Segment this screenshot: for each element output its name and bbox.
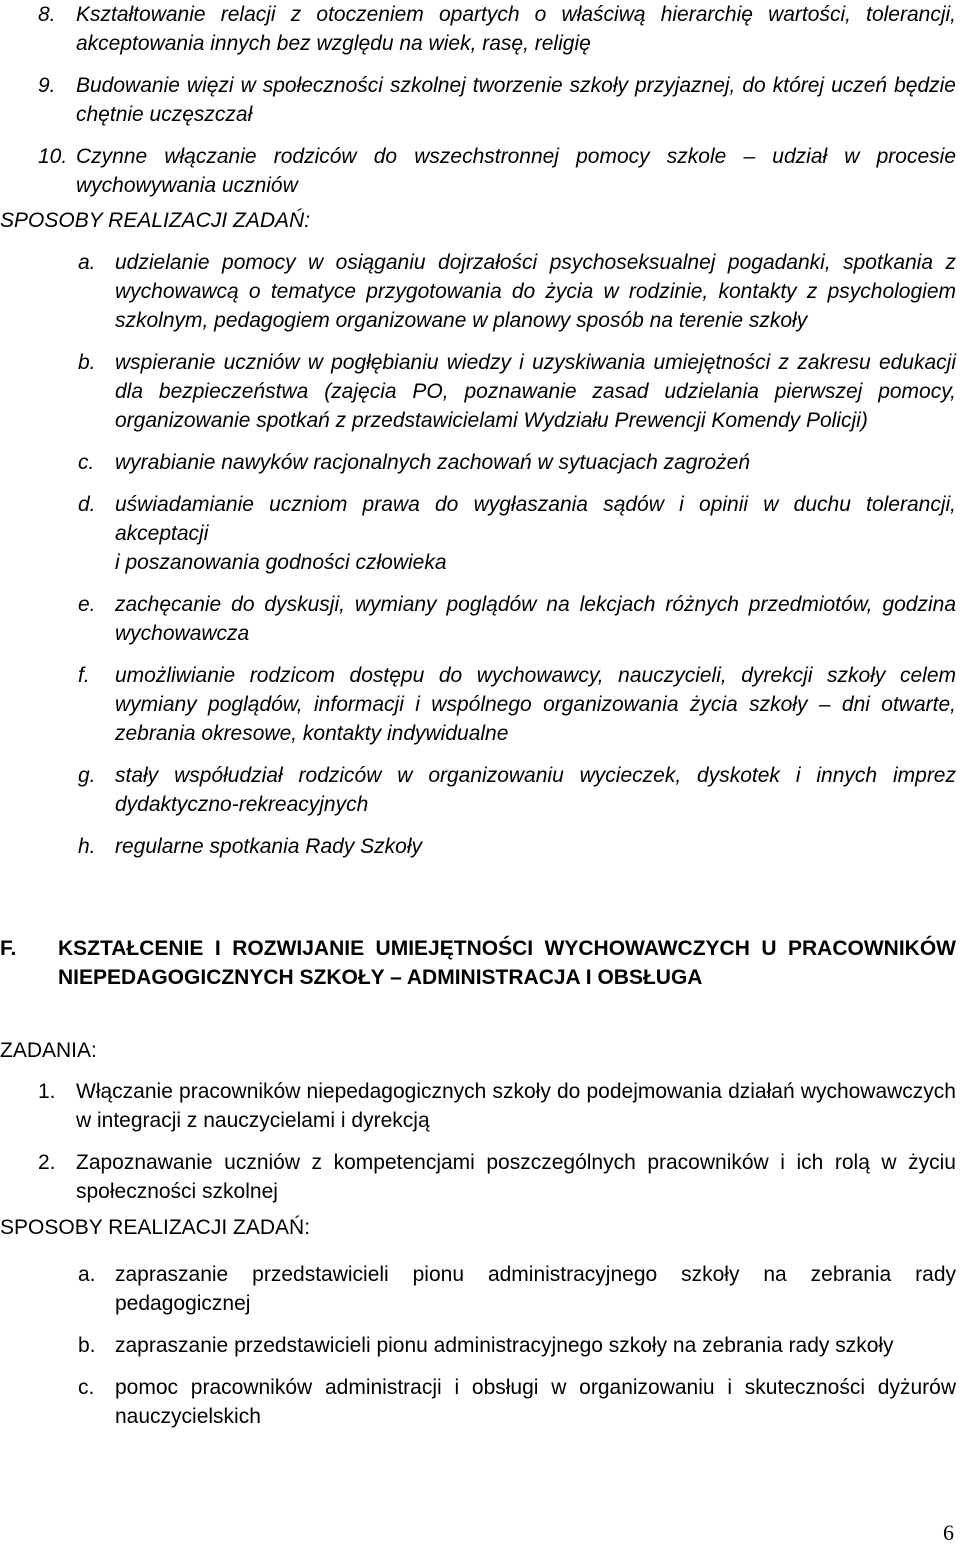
list-item-text: zachęcanie do dyskusji, wymiany poglądów na lekcjach różnych przedmiotów, godzina wychowawcza xyxy=(115,593,956,645)
list-item-text: Włączanie pracowników niepedagogicznych szkoły do podejmowania działań wychowawczych w integracji z nauczycielami i dyrekcją xyxy=(76,1080,956,1132)
list-item xyxy=(0,661,956,748)
list-item-text: Zapoznawanie uczniów z kompetencjami poszczególnych pracowników i ich rolą w życiu społeczności szkolnej xyxy=(76,1151,956,1203)
list-item-text: wspieranie uczniów w pogłębianiu wiedzy i uzyskiwania umiejętności z zakresu edukacji dla bezpieczeństwa (zajęcia PO, poznawanie zasad udzielania pierwszej pomocy, organizowanie spotkań z przedstawicielami Wydziału Prewencji Komendy Policji) xyxy=(115,351,956,432)
list-item-number: 2. xyxy=(38,1151,56,1174)
list-item-letter: c. xyxy=(78,451,95,474)
list-item xyxy=(0,761,956,819)
methods-list xyxy=(0,1260,956,1444)
list-item-letter: b. xyxy=(78,1334,96,1357)
list-item xyxy=(0,1260,956,1318)
list-item-number: 1. xyxy=(38,1080,56,1103)
list-item-text: wyrabianie nawyków racjonalnych zachowań w sytuacjach zagrożeń xyxy=(115,451,750,474)
list-item-text: Budowanie więzi w społeczności szkolnej tworzenie szkoły przyjaznej, do której uczeń będzie chętnie uczęszczał xyxy=(76,74,956,126)
list-item-letter: b. xyxy=(78,351,96,374)
section-f-heading xyxy=(0,934,956,992)
list-item-text: pomoc pracowników administracji i obsługi w organizowaniu i skuteczności dyżurów nauczycielskich xyxy=(115,1376,956,1428)
goals-list xyxy=(0,0,956,213)
list-item-text: umożliwianie rodzicom dostępu do wychowawcy, nauczycieli, dyrekcji szkoły celem wymiany poglądów, informacji i wspólnego organizowania życia szkoły – dni otwarte, zebrania okresowe, kontakty indywidualne xyxy=(115,664,956,745)
list-item xyxy=(0,832,956,861)
list-item xyxy=(0,1331,956,1360)
list-item-letter: a. xyxy=(78,251,96,274)
methods-heading: SPOSOBY REALIZACJI ZADAŃ: xyxy=(0,1216,311,1239)
list-item-text: udzielanie pomocy w osiąganiu dojrzałości psychoseksualnej pogadanki, spotkania z wychowawcą o tematyce przygotowania do życia w rodzinie, kontakty z psychologiem szkolnym, pedagogiem organizowane w planowy sposób na terenie szkoły xyxy=(115,251,956,332)
list-item-text: Kształtowanie relacji z otoczeniem opartych o właściwą hierarchię wartości, tolerancji, akceptowania innych bez względu na wiek, rasę, religię xyxy=(76,3,956,55)
list-item-text-continued: i poszanowania godności człowieka xyxy=(115,551,447,574)
list-item xyxy=(0,248,956,335)
list-item-number: 8. xyxy=(38,3,56,26)
list-item-letter: f. xyxy=(78,664,90,687)
tasks-list xyxy=(0,1077,956,1219)
list-item xyxy=(0,1373,956,1431)
list-item xyxy=(0,1148,956,1206)
list-item-text: stały współudział rodziców w organizowaniu wycieczek, dyskotek i innych imprez dydaktyczno-rekreacyjnych xyxy=(115,764,956,816)
list-item-text: uświadamianie uczniom prawa do wygłaszania sądów i opinii w duchu tolerancji, akceptacji xyxy=(115,493,956,545)
list-item xyxy=(0,490,956,577)
section-number: F. xyxy=(0,937,17,960)
methods-list xyxy=(0,248,956,874)
list-item-text: Czynne włączanie rodziców do wszechstronnej pomocy szkole – udział w procesie wychowywania uczniów xyxy=(76,145,956,197)
list-item-number: 9. xyxy=(38,74,56,97)
list-item xyxy=(0,142,956,200)
list-item-letter: e. xyxy=(78,593,96,616)
list-item xyxy=(0,71,956,129)
list-item xyxy=(0,590,956,648)
methods-heading: SPOSOBY REALIZACJI ZADAŃ: xyxy=(0,209,311,232)
tasks-heading: ZADANIA: xyxy=(0,1039,97,1062)
list-item-text: zapraszanie przedstawicieli pionu administracyjnego szkoły na zebrania rady szkoły xyxy=(115,1334,894,1357)
section-title: KSZTAŁCENIE I ROZWIJANIE UMIEJĘTNOŚCI WYCHOWAWCZYCH U PRACOWNIKÓW NIEPEDAGOGICZNYCH SZKOŁY – ADMINISTRACJA I OBSŁUGA xyxy=(58,937,956,989)
list-item-letter: a. xyxy=(78,1263,96,1286)
list-item-text: regularne spotkania Rady Szkoły xyxy=(115,835,423,858)
list-item-text: zapraszanie przedstawicieli pionu administracyjnego szkoły na zebrania rady pedagogicznej xyxy=(115,1263,956,1315)
page-number: 6 xyxy=(943,1520,954,1545)
list-item-letter: g. xyxy=(78,764,96,787)
list-item xyxy=(0,348,956,435)
list-item xyxy=(0,1077,956,1135)
list-item-letter: c. xyxy=(78,1376,95,1399)
list-item-letter: d. xyxy=(78,493,96,516)
list-item-letter: h. xyxy=(78,835,96,858)
list-item-number: 10. xyxy=(38,145,68,168)
list-item xyxy=(0,0,956,58)
list-item xyxy=(0,448,956,477)
